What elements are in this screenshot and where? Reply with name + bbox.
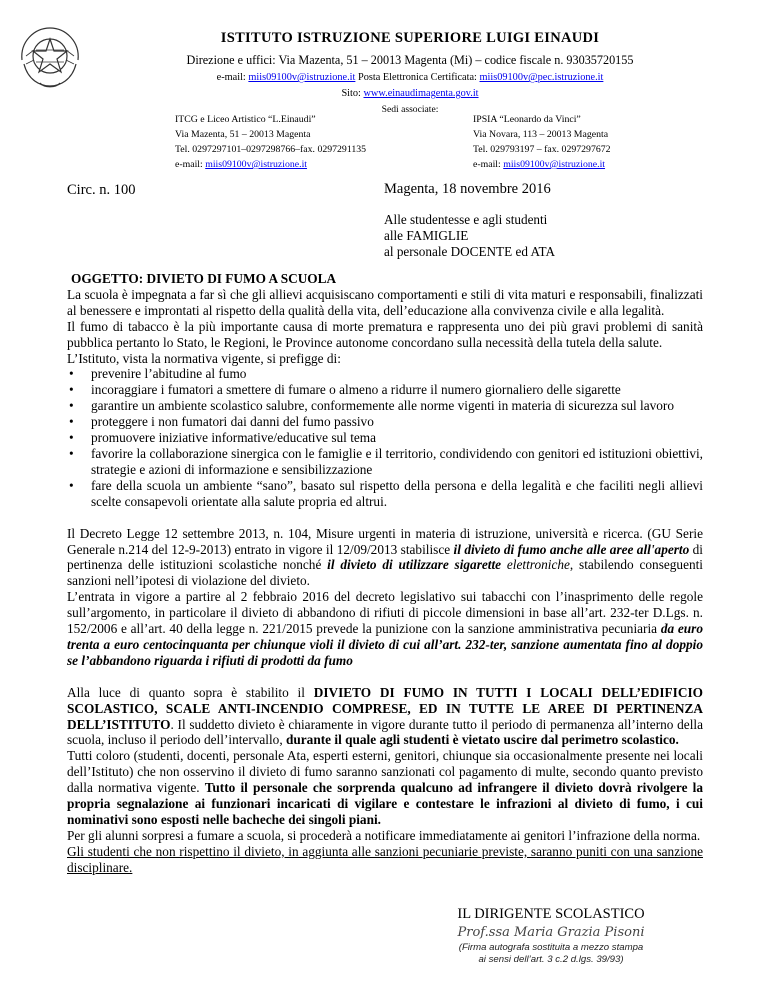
tutti-paragraph <box>67 748 703 828</box>
subject: OGGETTO: DIVIETO DI FUMO A SCUOLA <box>71 271 337 286</box>
sedi-label: Sedi associate: <box>381 104 439 115</box>
institute-title: ISTITUTO ISTRUZIONE SUPERIORE LUIGI EINAUDI <box>220 30 600 46</box>
recipient-line: Alle studentesse e agli studenti <box>384 212 548 227</box>
circular-body <box>67 271 703 876</box>
document-date: Magenta, 18 novembre 2016 <box>384 181 551 197</box>
sede-left-email-label: e-mail: <box>175 159 203 170</box>
sede-left-email-line <box>175 157 366 172</box>
sede-right-tel: Tel. 029793197 – fax. 0297297672 <box>473 144 611 155</box>
address-line: Direzione e uffici: Via Mazenta, 51 – 20013 Magenta (Mi) – codice fiscale n. 93035720155 <box>186 53 634 67</box>
entrata-emphasis: da euro trenta a euro centocinquanta per chiunque violi il divieto di cui all’art. 232-ter, sanzione aumentata fino al doppio se l’abbandono riguarda i rifiuti di prodotti da fumo <box>67 621 703 668</box>
list-item: • favorire la collaborazione sinergica con le famiglie e il territorio, condividendo con genitori ed istituzioni obiettivi, strategie e azioni di informazione e sensibilizzazione <box>67 446 703 478</box>
alunni-paragraph: Per gli alunni sorpresi a fumare a scuola, si procederà a notificare immediatamente ai genitori l’infrazione della norma. <box>67 827 701 843</box>
list-item: • proteggere i non fumatori dai danni del fumo passivo <box>67 414 703 430</box>
email-label: e-mail: <box>216 72 246 83</box>
site-label: Sito: <box>341 88 361 99</box>
recipients <box>384 212 555 260</box>
decreto-emphasis: il divieto di fumo anche alle aree all'aperto <box>453 541 690 557</box>
sede-left-email-link[interactable]: miis09100v@istruzione.it <box>205 159 308 170</box>
pec-link[interactable]: miis09100v@pec.istruzione.it <box>479 72 604 83</box>
entrata-paragraph <box>67 589 703 669</box>
signature-note-line: (Firma autografa sostituita a mezzo stampa <box>458 942 644 953</box>
decreto-text: , stabilendo conseguenti sanzioni nell’ipotesi di violazione del divieto. <box>67 557 704 589</box>
sede-left-address: Via Mazenta, 51 – 20013 Magenta <box>175 129 311 140</box>
sede-right-email-label: e-mail: <box>473 159 501 170</box>
intro-paragraph: La scuola è impegnata a far sì che gli allievi acquisiscano comportamenti e stili di vita maturi e responsabili, finalizzati al benessere e improntati al rispetto della qualità della vita, dell’educazione alla convivenza civile e alla legalità. <box>67 286 703 318</box>
decreto-text: Il Decreto Legge 12 settembre 2013, n. 104, Misure urgenti in materia di istruzione, università e ricerca. (GU Serie Generale n.214 del 12-9-2013) entrato in vigore il 12/09/2013 stabilisce <box>67 525 703 557</box>
signature-note <box>448 942 654 966</box>
signature-title: IL DIRIGENTE SCOLASTICO <box>457 906 645 922</box>
luce-paragraph <box>67 685 703 749</box>
signature-note-line: ai sensi dell’art. 3 c.2 d.lgs. 39/93) <box>478 954 624 965</box>
sede-left-name: ITCG e Liceo Artistico “L.Einaudi” <box>175 114 316 125</box>
tutti-text: Tutti coloro (studenti, docenti, personale Ata, esperti esterni, genitori, chiunque sia occasionalmente presente nei locali dell’Istituto) che non osservino il divieto di fumo saranno sanzionati col pagamento di multe, secondo quanto previsto dalla normativa vigente. <box>67 748 703 796</box>
luce-emphasis: durante il quale agli studenti è vietato uscire dal perimetro scolastico. <box>285 732 679 748</box>
site-line <box>120 88 700 99</box>
list-item: • promuovere iniziative informative/educative sul tema <box>67 430 703 446</box>
sede-left <box>175 112 366 172</box>
signature-name: Prof.ssa Maria Grazia Pisoni <box>457 925 645 940</box>
recipient-line: alle FAMIGLIE <box>384 228 469 243</box>
republic-emblem-icon <box>14 20 86 92</box>
sede-left-tel: Tel. 0297297101–0297298766–fax. 0297291135 <box>175 144 367 155</box>
signature-block <box>448 906 654 966</box>
list-item: • garantire un ambiente scolastico salubre, conformemente alle norme vigenti in materia di sicurezza sul lavoro <box>67 398 703 414</box>
site-link[interactable]: www.einaudimagenta.gov.it <box>363 88 479 99</box>
entrata-text: L’entrata in vigore a partire al 2 febbraio 2016 del decreto legislativo sui tabacchi con l’inasprimento delle regole sull’argomento, in particolare il divieto di abbandono di rifiuti di piccole dimensioni in base all’art. 232-ter D.Lgs. n. 152/2006 e all’art. 40 della legge n. 221/2015 prevede la punizione con la sanzione amministrativa pecuniaria <box>67 589 703 637</box>
luce-text: . Il suddetto divieto è chiaramente in vigore durante tutto il periodo di permanenza all’interno della scuola, incluso il periodo dell’intervallo, <box>67 716 703 748</box>
recipient-line: al personale DOCENTE ed ATA <box>384 244 556 259</box>
list-item: • incoraggiare i fumatori a smettere di fumare o almeno a ridurre il numero giornaliero delle sigarette <box>67 382 703 398</box>
sede-right-name: IPSIA “Leonardo da Vinci” <box>473 114 581 125</box>
decreto-text: di pertinenza delle istituzioni scolastiche nonché <box>67 541 703 573</box>
intro-paragraph: Il fumo di tabacco è la più importante causa di morte prematura e rappresenta uno dei più gravi problemi di sanità pubblica pertanto lo Stato, le Regioni, le Province autonome concordano sulla necessità della tutela della salute. <box>67 318 703 350</box>
decreto-italic: elettroniche <box>501 557 570 573</box>
luce-text: Alla luce di quanto sopra è stabilito il <box>67 684 314 700</box>
luce-emphasis: DIVIETO DI FUMO IN TUTTI I LOCALI DELL’EDIFICIO SCOLASTICO, SCALE ANTI-INCENDIO COMPRESE, ED IN TUTTE LE AREE DI PERTINENZA DELL’ISTITUTO <box>67 684 703 732</box>
pec-label: Posta Elettronica Certificata: <box>357 72 477 83</box>
tutti-emphasis: Tutto il personale che sorprenda qualcuno ad infrangere il divieto dovrà rivolgere la propria segnalazione ai funzionari incaricati di vigilare e contestare le infrazioni al divieto di fumo, i cui nominativi sono esposti nelle bacheche dei singoli piani. <box>67 780 703 827</box>
intro-paragraph: L’Istituto, vista la normativa vigente, si prefigge di: <box>67 350 341 366</box>
circular-number: Circ. n. 100 <box>67 182 136 198</box>
studenti-paragraph: Gli studenti che non rispettino il divieto, in aggiunta alle sanzioni pecuniarie previste, saranno puniti con una sanzione disciplinare. <box>67 843 703 875</box>
email-line <box>120 72 700 83</box>
list-item: • prevenire l’abitudine al fumo <box>67 366 703 382</box>
sede-right <box>473 112 611 172</box>
decreto-paragraph <box>67 526 703 590</box>
goals-list <box>67 366 703 509</box>
list-item: • fare della scuola un ambiente “sano”, basato sul rispetto della persona e della legalità e che faciliti negli allievi scelte consapevoli orientate alla salute propria ed altrui. <box>67 478 703 510</box>
sede-right-email-line <box>473 157 611 172</box>
decreto-emphasis: il divieto di utilizzare sigarette <box>327 557 502 573</box>
email-link[interactable]: miis09100v@istruzione.it <box>248 72 356 83</box>
sede-right-address: Via Novara, 113 – 20013 Magenta <box>473 129 609 140</box>
sede-right-email-link[interactable]: miis09100v@istruzione.it <box>503 159 606 170</box>
